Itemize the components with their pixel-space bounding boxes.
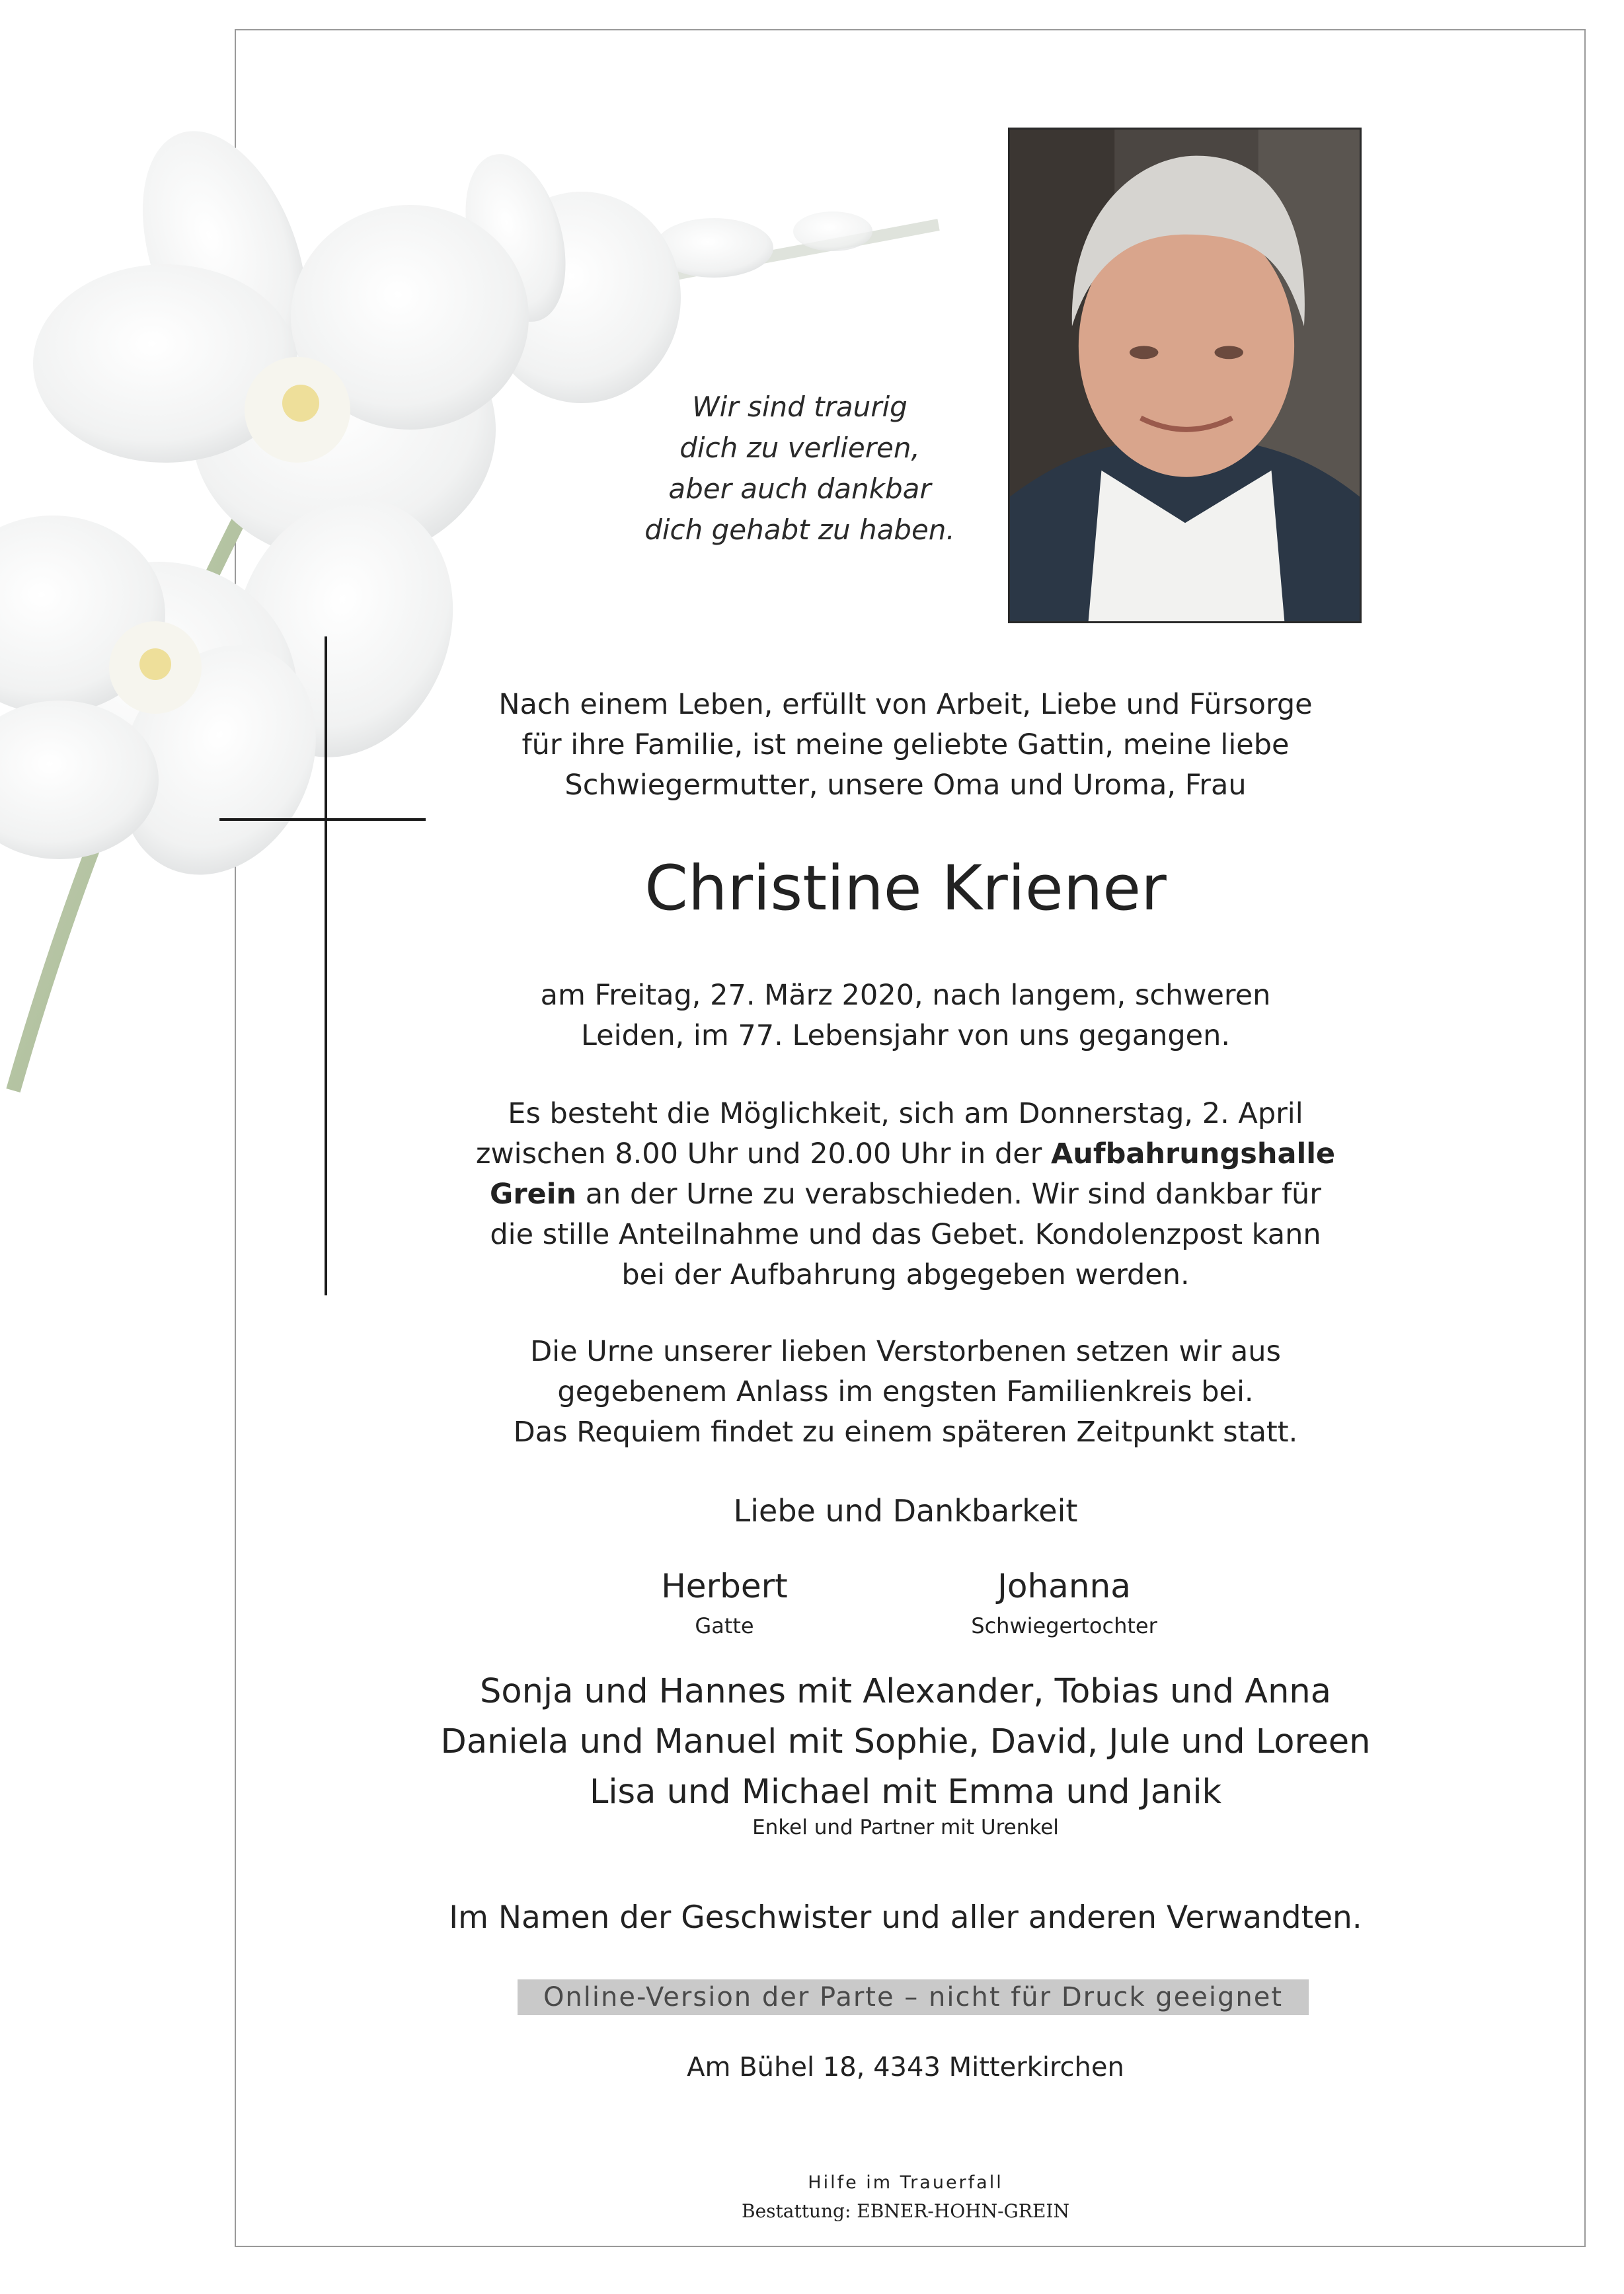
death-line: Leiden, im 77. Lebensjahr von uns gegangen. [580, 1019, 1231, 1052]
farewell-text-part: an der Urne zu verabschieden. Wir sind dankbar für [576, 1178, 1321, 1211]
death-text [410, 975, 1401, 1056]
quote-line: dich zu verlieren, [679, 432, 920, 464]
farewell-text [410, 1094, 1401, 1295]
intro-line: Schwiegermutter, unsere Oma und Uroma, Frau [564, 769, 1247, 802]
orchid-image [0, 99, 978, 1124]
farewell-line: Es besteht die Möglichkeit, sich am Donnerstag, 2. April [508, 1097, 1303, 1130]
online-notice: Online-Version der Parte – nicht für Druck geeignet [518, 1979, 1309, 2015]
intro-text [410, 685, 1401, 806]
farewell-venue: Grein [490, 1178, 577, 1211]
memorial-quote [615, 387, 985, 551]
death-line: am Freitag, 27. März 2020, nach langem, schweren [540, 979, 1271, 1012]
portrait-photo [1008, 128, 1362, 623]
grandchildren-label: Enkel und Partner mit Urenkel [752, 1816, 1059, 1839]
footer-help: Hilfe im Trauerfall [808, 2172, 1003, 2193]
grandchildren-line: Lisa und Michael mit Emma und Janik [589, 1773, 1222, 1812]
intro-line: für ihre Familie, ist meine geliebte Gattin, meine liebe [522, 728, 1290, 761]
intro-line: Nach einem Leben, erfüllt von Arbeit, Liebe und Fürsorge [498, 688, 1313, 721]
closing-phrase: Liebe und Dankbarkeit [733, 1493, 1078, 1529]
urn-line: Das Requiem findet zu einem späteren Zeitpunkt statt. [513, 1416, 1298, 1449]
farewell-venue: Aufbahrungshalle [1051, 1137, 1336, 1170]
grandchildren-list [410, 1667, 1401, 1817]
grandchildren-line: Sonja und Hannes mit Alexander, Tobias und Anna [480, 1672, 1331, 1711]
spouse-role: Gatte [695, 1613, 754, 1638]
farewell-text-part: zwischen 8.00 Uhr und 20.00 Uhr in der [475, 1137, 1052, 1170]
deceased-name: Christine Kriener [644, 853, 1167, 925]
relatives-line: Im Namen der Geschwister und aller anderen Verwandten. [449, 1899, 1362, 1936]
quote-line: aber auch dankbar [668, 473, 931, 505]
quote-line: dich gehabt zu haben. [644, 514, 955, 546]
daughter-in-law-role: Schwiegertochter [971, 1613, 1157, 1638]
farewell-line [410, 1134, 1401, 1174]
farewell-line: bei der Aufbahrung abgegeben werden. [621, 1258, 1190, 1291]
spouse-name: Herbert [661, 1567, 788, 1605]
urn-line: Die Urne unserer lieben Verstorbenen setzen wir aus [530, 1335, 1281, 1368]
daughter-in-law-name: Johanna [997, 1567, 1131, 1605]
footer-undertaker: Bestattung: EBNER-HOHN-GREIN [742, 2200, 1069, 2222]
address: Am Bühel 18, 4343 Mitterkirchen [687, 2052, 1124, 2083]
cross-vertical [325, 636, 327, 1295]
urn-line: gegebenem Anlass im engsten Familienkreis bei. [557, 1375, 1254, 1408]
grandchildren-line: Daniela und Manuel mit Sophie, David, Jule und Loreen [440, 1722, 1371, 1761]
cross-horizontal [219, 818, 426, 821]
farewell-line: die stille Anteilnahme und das Gebet. Kondolenzpost kann [490, 1218, 1321, 1251]
urn-text [410, 1332, 1401, 1453]
farewell-line [410, 1174, 1401, 1215]
quote-line: Wir sind traurig [692, 391, 908, 423]
